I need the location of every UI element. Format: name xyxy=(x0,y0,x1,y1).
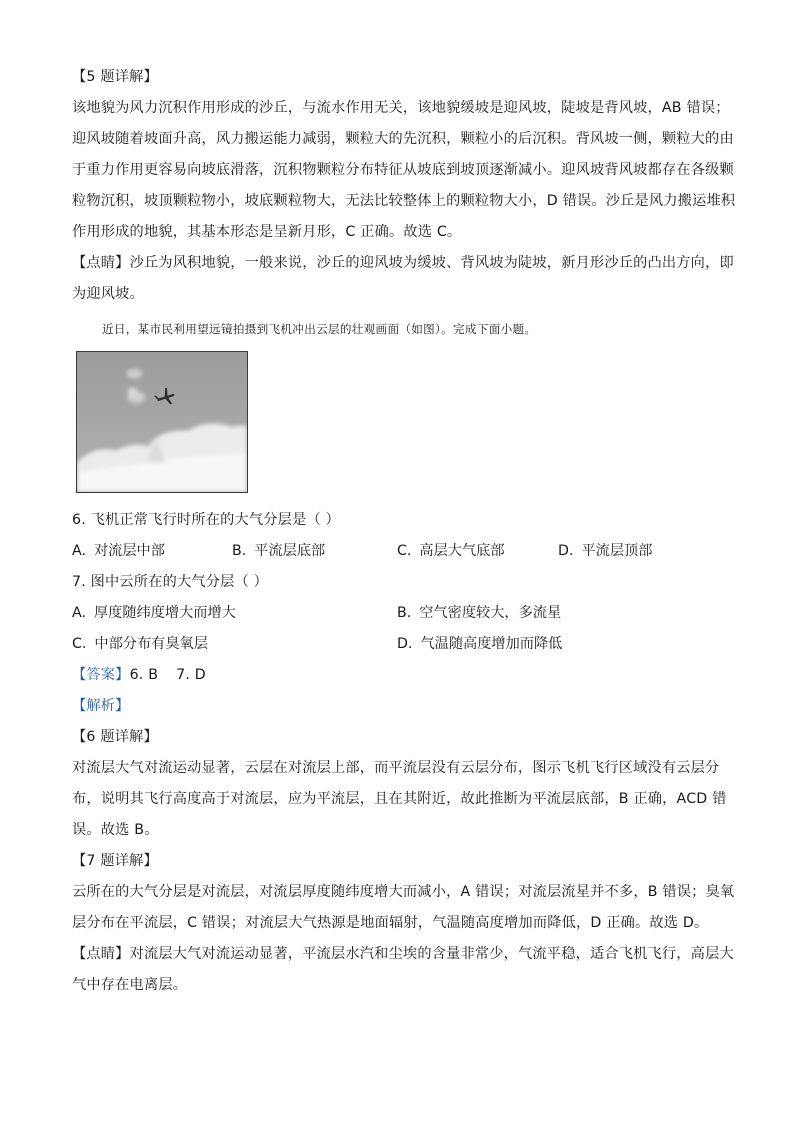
q5-detail-line: 于重力作用更容易向坡底滑落，沉积物颗粒分布特征从坡底到坡顶逐渐减小。迎风坡背风坡都存在各级颗 xyxy=(72,162,734,178)
material-caption: 近日，某市民利用望远镜拍摄到飞机冲出云层的壮观画面（如图）。完成下面小题。 xyxy=(102,322,537,336)
q6-detail-line: 误。故选 B。 xyxy=(72,822,159,838)
q7-detail-line: 层分布在平流层，C 错误；对流层大气热源是地面辐射，气温随高度增加而降低，D 正确。故选 D。 xyxy=(72,915,709,931)
q6-detail-line: 对流层大气对流运动显著，云层在对流层上部，而平流层没有云层分布，图示飞机飞行区域没有云层分 xyxy=(72,760,720,776)
q6-option-a: A. 对流层中部 xyxy=(72,543,165,559)
q5-detail-line: 该地貌为风力沉积作用形成的沙丘，与流水作用无关，该地貌缓坡是迎风坡，陡坡是背风坡，AB 错误； xyxy=(72,100,730,116)
answer-item: 7. D xyxy=(176,667,206,683)
airplane-cloud-photo xyxy=(76,351,248,493)
q7-option-a: A. 厚度随纬度增大而增大 xyxy=(72,605,236,621)
q7-detail-heading: 【7 题详解】 xyxy=(72,853,158,869)
q7-detail-text xyxy=(72,877,735,939)
q7-note-line: 对流层大气对流运动显著，平流层水汽和尘埃的含量非常少，气流平稳，适合飞机飞行，高层大 xyxy=(129,946,734,962)
q5-note-line: 沙丘为风积地貌，一般来说，沙丘的迎风坡为缓坡、背风坡为陡坡，新月形沙丘的凸出方向，即 xyxy=(129,255,734,271)
q6-detail-heading: 【6 题详解】 xyxy=(72,729,158,745)
q5-note-line: 为迎风坡。 xyxy=(72,286,144,302)
q6-detail-line: 布，说明其飞行高度高于对流层，应为平流层，且在其附近，故此推断为平流层底部，B 正确，ACD 错 xyxy=(72,791,727,807)
q6-option-c: C. 高层大气底部 xyxy=(397,543,505,559)
q5-detail-heading: 【5 题详解】 xyxy=(72,69,158,85)
analysis-label: 【解析】 xyxy=(72,698,130,714)
document-page xyxy=(72,62,736,1001)
answer-row xyxy=(72,660,724,691)
q7-options-row-1 xyxy=(72,598,724,629)
q6-option-d: D. 平流层顶部 xyxy=(558,543,653,559)
q7-option-c: C. 中部分布有臭氧层 xyxy=(72,636,208,652)
q5-detail-line: 迎风坡随着坡面升高，风力搬运能力减弱，颗粒大的先沉积，颗粒小的后沉积。背风坡一侧，颗粒大的由 xyxy=(72,131,734,147)
q7-note-line: 气中存在电离层。 xyxy=(72,977,188,993)
q6-option-b: B. 平流层底部 xyxy=(232,543,326,559)
q7-options-row-2 xyxy=(72,629,724,660)
q5-detail-text xyxy=(72,93,736,248)
photo-image xyxy=(77,352,247,492)
q6-detail-text xyxy=(72,753,727,846)
answer-label: 【答案】 xyxy=(72,667,130,683)
q6-options xyxy=(72,536,724,567)
q7-option-b: B. 空气密度较大，多流星 xyxy=(397,605,562,621)
q5-detail-line: 作用形成的地貌，其基本形态是呈新月形，C 正确。故选 C。 xyxy=(72,224,462,240)
note-label: 【点睛】 xyxy=(72,946,130,962)
q6-stem: 6. 飞机正常飞行时所在的大气分层是（ ） xyxy=(72,512,340,528)
q5-detail-line: 粒物沉积，坡顶颗粒物小，坡底颗粒物大，无法比较整体上的颗粒物大小，D 错误。沙丘是风力搬运堆积 xyxy=(72,193,736,209)
answer-item: 6. B xyxy=(129,667,159,683)
q5-note xyxy=(72,248,734,310)
q7-option-d: D. 气温随高度增加而降低 xyxy=(397,636,563,652)
q7-detail-line: 云所在的大气分层是对流层，对流层厚度随纬度增大而减小，A 错误；对流层流星并不多，B 错误；臭氧 xyxy=(72,884,735,900)
q7-note xyxy=(72,939,734,1001)
q7-stem: 7. 图中云所在的大气分层（ ） xyxy=(72,574,269,590)
note-label: 【点睛】 xyxy=(72,255,130,271)
